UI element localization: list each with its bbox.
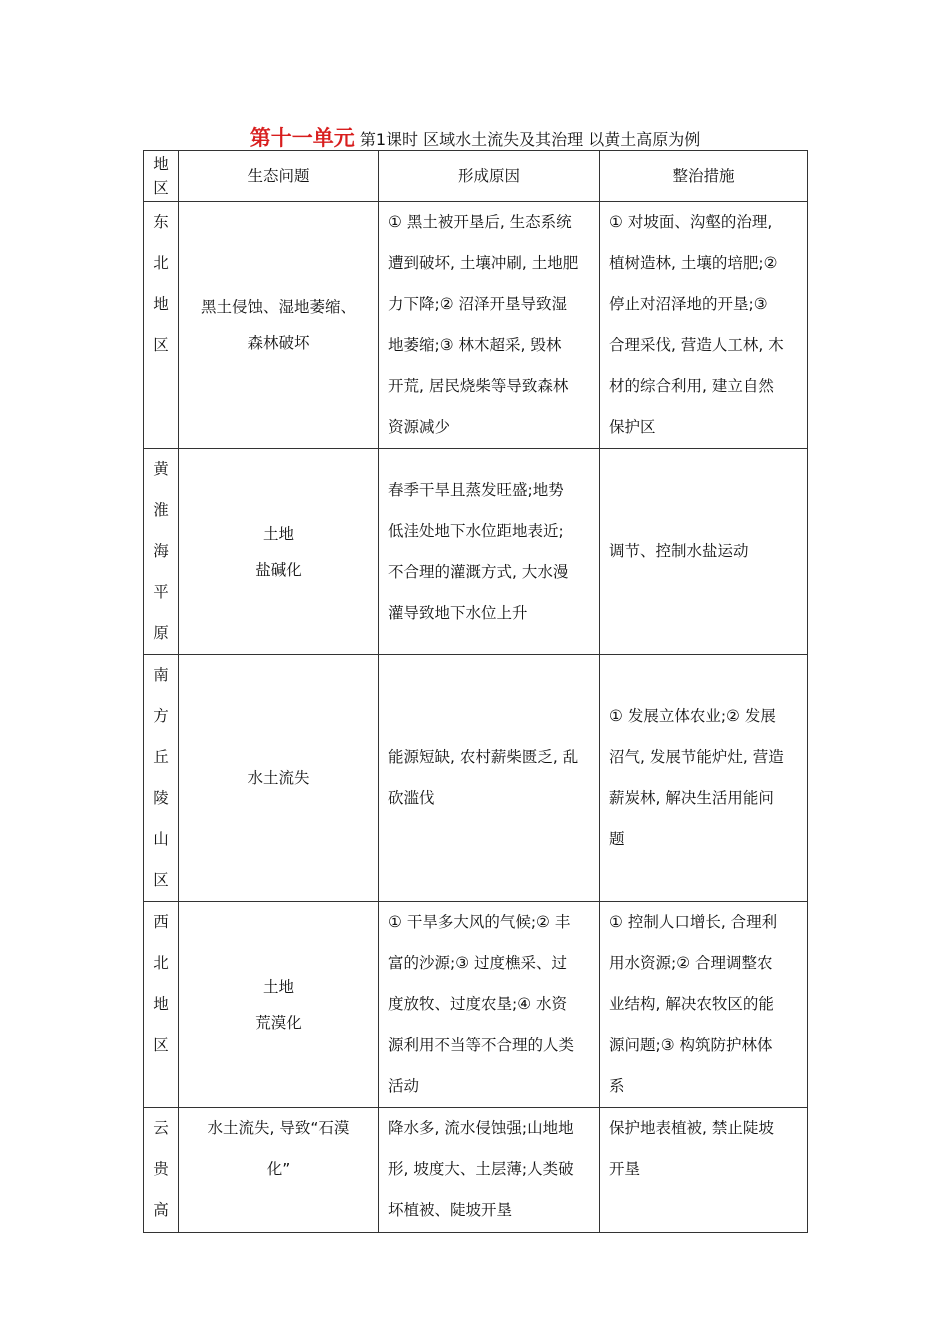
cause-cell <box>379 1108 600 1233</box>
header-measure: 整治措施 <box>600 151 808 202</box>
cause-line: 开荒, 居民烧柴等导致森林 <box>388 377 569 395</box>
cause-line: 坏植被、陡坡开垦 <box>388 1201 513 1219</box>
cause-line: 活动 <box>388 1077 420 1095</box>
measure-line: 开垦 <box>609 1160 641 1178</box>
table-row <box>144 449 808 655</box>
cause-cell <box>379 202 600 449</box>
cause-line: 源利用不当等不合理的人类 <box>388 1036 575 1054</box>
cause-line: 富的沙源;③ 过度樵采、过 <box>388 954 568 972</box>
measure-cell <box>600 655 808 902</box>
problem-line: 土地 <box>262 524 294 543</box>
cause-line: 春季干旱且蒸发旺盛;地势 <box>388 480 564 499</box>
problem-line: 森林破坏 <box>247 334 310 352</box>
region-cell <box>144 202 179 449</box>
region-char: 西 <box>153 913 169 931</box>
lesson-title: 第1课时 区域水土流失及其治理 以黄土高原为例 <box>359 130 701 149</box>
region-cell <box>144 1108 179 1233</box>
region-char: 东 <box>153 213 169 231</box>
region-char: 地 <box>153 995 169 1013</box>
problem-line: 水土流失 <box>247 769 310 787</box>
region-char: 高 <box>153 1201 169 1219</box>
region-cell <box>144 902 179 1108</box>
region-char: 方 <box>153 707 169 725</box>
cause-line: 资源减少 <box>388 418 451 436</box>
table-header-row <box>144 151 808 202</box>
region-cell <box>144 449 179 655</box>
cause-line: 低洼处地下水位距地表近; <box>388 521 564 540</box>
region-char: 贵 <box>153 1160 169 1178</box>
measure-line: 源问题;③ 构筑防护林体 <box>609 1036 773 1054</box>
measure-line: 合理采伐, 营造人工林, 木 <box>609 336 784 354</box>
cause-cell <box>379 655 600 902</box>
cause-line: 砍滥伐 <box>388 789 435 807</box>
problem-line: 盐碱化 <box>255 560 302 579</box>
problem-cell <box>179 1108 379 1233</box>
measure-cell <box>600 449 808 655</box>
measure-line: 系 <box>609 1077 625 1095</box>
cause-line: 不合理的灌溉方式, 大水漫 <box>388 562 569 581</box>
problem-cell <box>179 655 379 902</box>
table-row <box>144 655 808 902</box>
measure-line: 薪炭林, 解决生活用能问 <box>609 789 774 807</box>
problem-cell <box>179 902 379 1108</box>
header-problem: 生态问题 <box>179 151 379 202</box>
cause-line: 力下降;② 沼泽开垦导致湿 <box>388 295 568 313</box>
measure-line: 保护区 <box>609 418 656 436</box>
cause-line: ① 黑土被开垦后, 生态系统 <box>388 213 572 231</box>
measure-line: 业结构, 解决农牧区的能 <box>609 995 774 1013</box>
region-char: 原 <box>153 624 169 642</box>
problem-cell <box>179 449 379 655</box>
measure-line: ① 控制人口增长, 合理利 <box>609 913 778 931</box>
cause-cell <box>379 449 600 655</box>
region-char: 海 <box>153 542 169 560</box>
region-char: 平 <box>153 583 169 601</box>
region-char: 丘 <box>153 748 169 766</box>
region-char: 北 <box>153 954 169 972</box>
problem-cell <box>179 202 379 449</box>
region-char: 区 <box>153 1036 169 1054</box>
page-title <box>0 122 950 152</box>
cause-line: ① 干旱多大风的气候;② 丰 <box>388 913 571 931</box>
measure-line: 题 <box>609 830 625 848</box>
header-cause: 形成原因 <box>379 151 600 202</box>
region-cell <box>144 655 179 902</box>
table-row <box>144 1108 808 1233</box>
cause-cell <box>379 902 600 1108</box>
problem-line: 水土流失, 导致“石漠 <box>207 1119 350 1137</box>
cause-line: 度放牧、过度农垦;④ 水资 <box>388 995 568 1013</box>
unit-title: 第十一单元 <box>249 126 355 150</box>
table-row <box>144 202 808 449</box>
measure-cell <box>600 902 808 1108</box>
measure-line: 用水资源;② 合理调整农 <box>609 954 773 972</box>
problem-line: 化” <box>266 1160 291 1178</box>
region-char: 北 <box>153 254 169 272</box>
header-region <box>144 151 179 202</box>
measure-line: ① 发展立体农业;② 发展 <box>609 707 776 725</box>
cause-line: 能源短缺, 农村薪柴匮乏, 乱 <box>388 748 579 766</box>
region-char: 淮 <box>153 501 169 519</box>
cause-line: 灌导致地下水位上升 <box>388 603 528 622</box>
measure-cell <box>600 1108 808 1233</box>
measure-line: 沼气, 发展节能炉灶, 营造 <box>609 748 784 766</box>
region-char: 区 <box>153 336 169 354</box>
measure-line: 保护地表植被, 禁止陡坡 <box>609 1119 774 1137</box>
region-char: 地 <box>153 295 169 313</box>
ecology-table <box>143 150 808 1233</box>
cause-line: 遭到破坏, 土壤冲刷, 土地肥 <box>388 254 579 272</box>
problem-line: 黑土侵蚀、湿地萎缩、 <box>200 298 356 316</box>
table-row <box>144 902 808 1108</box>
region-char: 陵 <box>153 789 169 807</box>
region-char: 山 <box>153 830 169 848</box>
header-region-text: 地区 <box>153 155 169 197</box>
region-char: 云 <box>153 1119 169 1137</box>
measure-line: 调节、控制水盐运动 <box>609 542 749 560</box>
region-char: 黄 <box>153 460 169 478</box>
problem-line: 荒漠化 <box>255 1013 302 1032</box>
measure-line: 材的综合利用, 建立自然 <box>609 377 774 395</box>
measure-line: ① 对坡面、沟壑的治理, <box>609 213 773 231</box>
measure-line: 停止对沼泽地的开垦;③ <box>609 295 768 313</box>
measure-cell <box>600 202 808 449</box>
region-char: 区 <box>153 871 169 889</box>
measure-line: 植树造林, 土壤的培肥;② <box>609 254 778 272</box>
problem-line: 土地 <box>262 977 294 996</box>
cause-line: 降水多, 流水侵蚀强;山地地 <box>388 1119 574 1137</box>
cause-line: 形, 坡度大、土层薄;人类破 <box>388 1160 574 1178</box>
region-char: 南 <box>153 666 169 684</box>
cause-line: 地萎缩;③ 林木超采, 毁林 <box>388 336 562 354</box>
